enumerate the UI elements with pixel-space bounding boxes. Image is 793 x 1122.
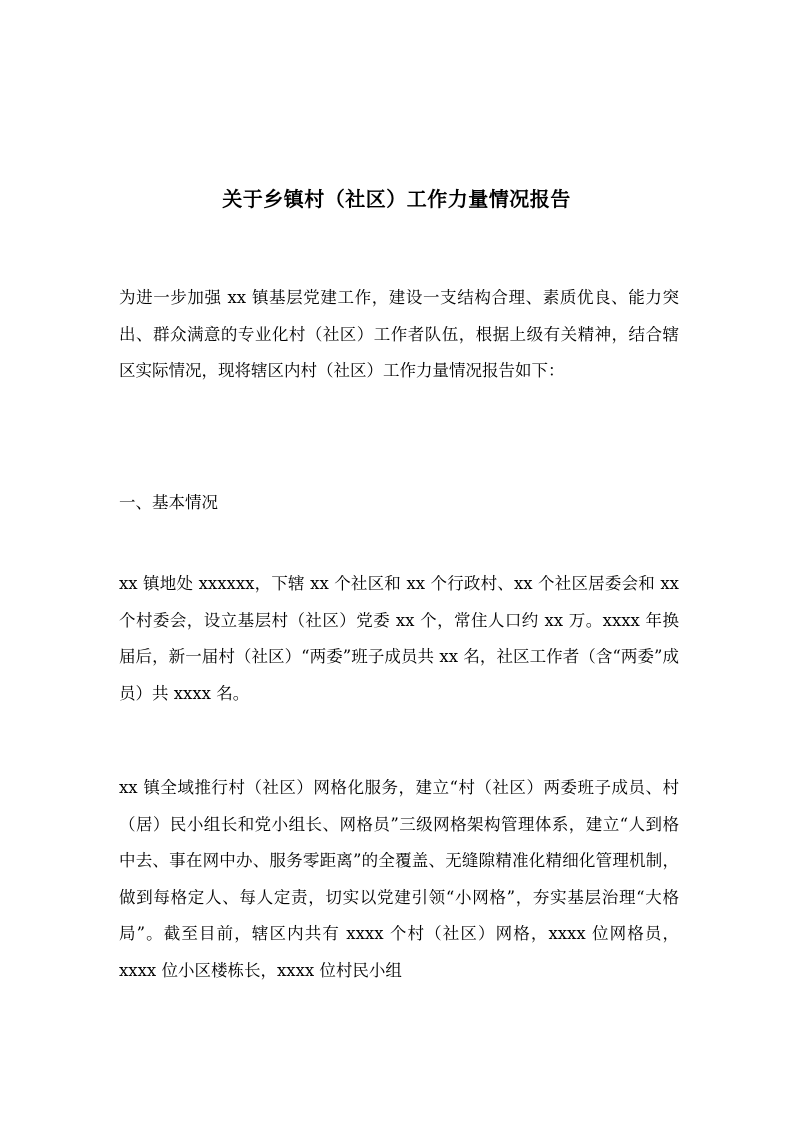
section-heading-basic-situation: 一、基本情况: [119, 493, 218, 512]
body-paragraph: xx 镇全域推行村（社区）网格化服务，建立“村（社区）两委班子成员、村（居）民小组长和党小组长、网格员”三级网格架构管理体系，建立“人到格中去、事在网中办、服务零距离”的全覆盖、无缝隙精准化精细化管理机制，做到每格定人、每人定责，切实以党建引领“小网格”，夯实基层治理“大格局”。截至目前，辖区内共有 xxxx 个村（社区）网格，xxxx 位网格员，xxxx 位小区楼栋长，xxxx 位村民小组: [119, 778, 679, 980]
intro-paragraph: 为进一步加强 xx 镇基层党建工作，建设一支结构合理、素质优良、能力突出、群众满意的专业化村（社区）工作者队伍，根据上级有关精神，结合辖区实际情况，现将辖区内村（社区）工作力量情况报告如下：: [119, 288, 679, 380]
document-title: 关于乡镇村（社区）工作力量情况报告: [222, 187, 571, 212]
body-paragraph: xx 镇地处 xxxxxx，下辖 xx 个社区和 xx 个行政村、xx 个社区居委会和 xx 个村委会，设立基层村（社区）党委 xx 个，常住人口约 xx 万。xxxx 年换届后，新一届村（社区）“两委”班子成员共 xx 名，社区工作者（含“两委”成员）共 xxxx 名。: [119, 574, 679, 703]
